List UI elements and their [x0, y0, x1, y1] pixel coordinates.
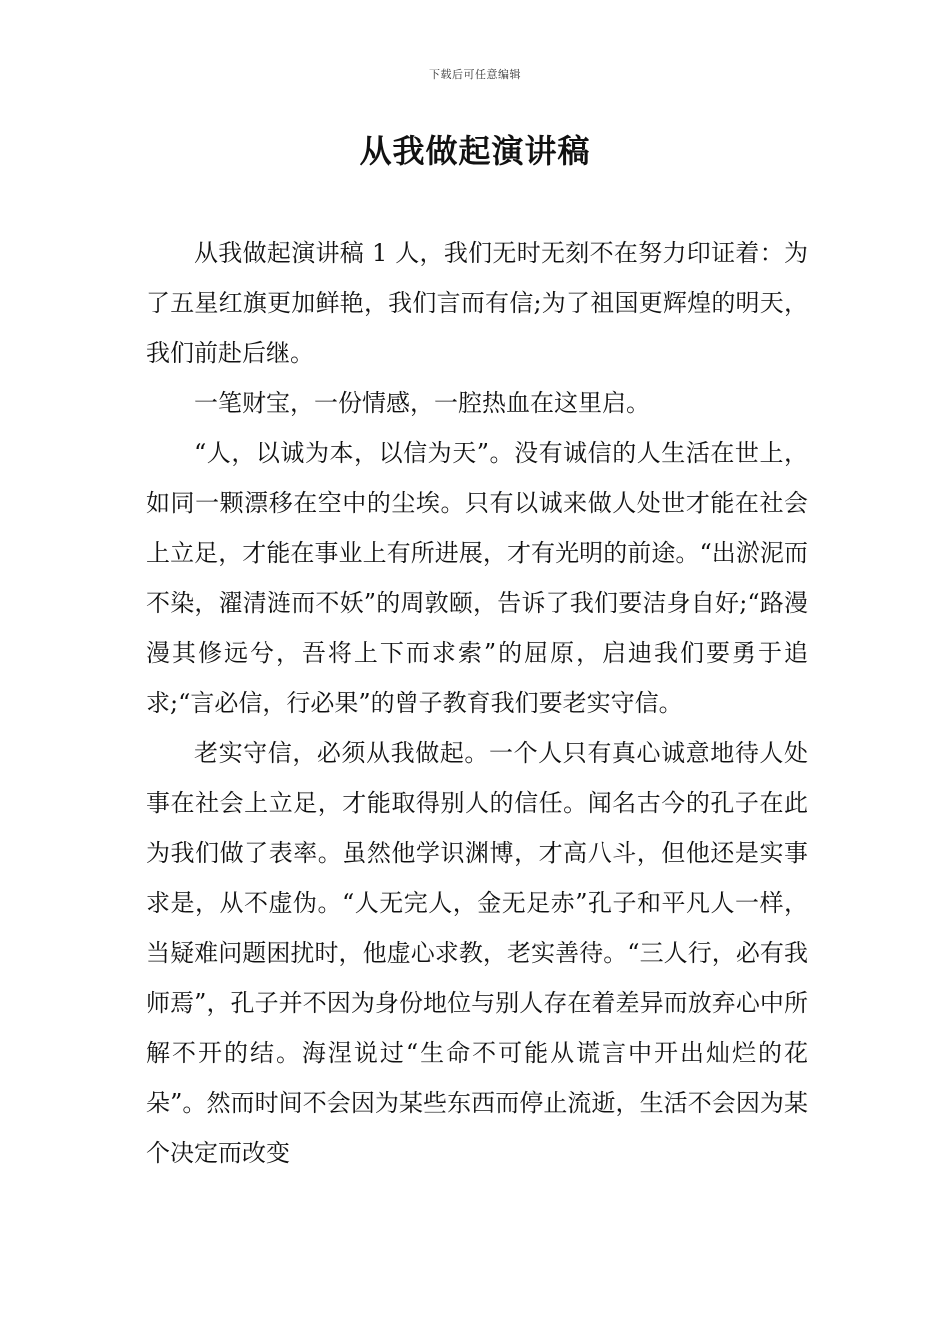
paragraph-4: 老实守信，必须从我做起。一个人只有真心诚意地待人处事在社会上立足，才能取得别人的信任。闻名古今的孔子在此为我们做了表率。虽然他学识渊博，才高八斗，但他还是实事求是，从不虚伪。“人无完人，金无足赤”孔子和平凡人一样，当疑难问题困扰时，他虚心求教，老实善待。“三人行，必有我师焉”，孔子并不因为身份地位与别人存在着差异而放弃心中所解不开的结。海涅说过“生命不可能从谎言中开出灿烂的花朵”。然而时间不会因为某些东西而停止流逝，生活不会因为某个决定而改变	[146, 739, 808, 1167]
header-note: 下载后可任意编辑	[429, 68, 521, 81]
document-title: 从我做起演讲稿	[359, 132, 591, 170]
paragraph-3: “人，以诚为本，以信为天”。没有诚信的人生活在世上，如同一颗漂移在空中的尘埃。只有以诚来做人处世才能在社会上立足，才能在事业上有所进展，才有光明的前途。“出淤泥而不染，濯清涟而不妖”的周敦颐，告诉了我们要洁身自好;“路漫漫其修远兮，吾将上下而求索”的屈原，启迪我们要勇于追求;“言必信，行必果”的曾子教育我们要老实守信。	[146, 439, 808, 717]
document-body	[146, 228, 808, 1178]
paragraph-1: 从我做起演讲稿 1 人，我们无时无刻不在努力印证着：为了五星红旗更加鲜艳，我们言而有信;为了祖国更辉煌的明天，我们前赴后继。	[146, 239, 808, 367]
paragraph-2: 一笔财宝，一份情感，一腔热血在这里启。	[194, 389, 650, 417]
